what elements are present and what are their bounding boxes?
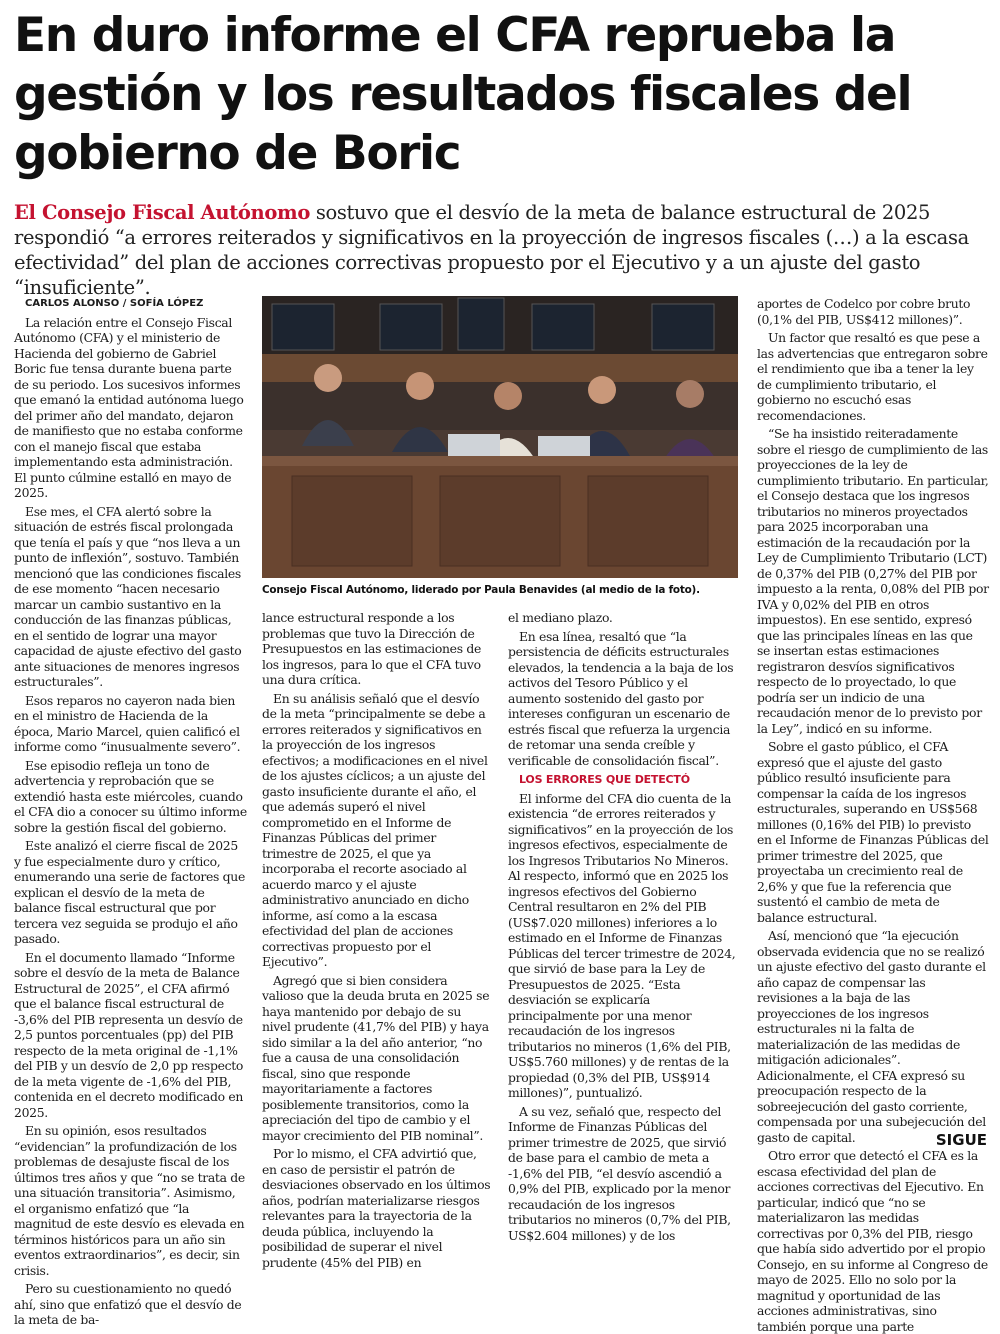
section-subhead: LOS ERRORES QUE DETECTÓ (519, 773, 690, 786)
paragraph: Este analizó el cierre fiscal de 2025 y fue especialmente duro y crítico, enumerando una serie de factores que explican el desvío de la meta de balance fiscal estructural que por tercera vez seguida se produjo el año pasado. (14, 838, 245, 946)
paragraph: En su análisis señaló que el desvío de la meta “principalmente se debe a errores reiterados y significativos en la proyección de los ingresos efectivos; a modificaciones en el nivel de los ajustes cíclicos; a un ajuste del gasto insuficiente durante el año, el que además superó el nivel comprometido en el Informe de Finanzas Públicas del primer trimestre de 2025, el que ya incorporaba el recorte asociado al acuerdo marco y el ajuste administrativo anunciado en dicho informe, así como a la escasa efectividad del plan de acciones correctivas propuesto por el Ejecutivo”. (262, 690, 488, 969)
paragraph: Agregó que si bien considera valioso que la deuda bruta en 2025 se haya mantenido por debajo de su nivel prudente (41,7% del PIB) y haya sido similar a la del año anterior, “no fue a causa de una consolidación fiscal, sino que responde mayoritariamente a factores posiblemente transitorios, como la apreciación del tipo de cambio y el mayor crecimiento del PIB nominal”. (262, 972, 490, 1143)
paragraph: “Se ha insistido reiteradamente sobre el riesgo de cumplimiento de las proyecciones de la ley de cumplimiento tributario. En particular, el Consejo destaca que los ingresos tributarios no mineros proyectados para 2025 incorporaban una estimación de la recaudación por la Ley de Cumplimiento Tributario (LCT) de 0,37% del PIB (0,27% del PIB por impuesto a la renta, 0,08% del PIB por IVA y 0,02% del PIB en otros impuestos). En ese sentido, expresó que las principales líneas en las que se insertan estas estimaciones registraron desvíos significativos respecto de lo proyectado, lo que podría ser un indicio de una recaudación menor de lo previsto por la Ley”, indicó en su informe. (757, 426, 989, 736)
paragraph: En esa línea, resaltó que “la persistencia de déficits estructurales elevados, la tendencia a la baja de los activos del Tesoro Público y el aumento sostenido del gasto por intereses configuran un escenario de estrés fiscal que refuerza la urgencia de retomar una senda creíble y verificable de consolidación fiscal”. (508, 628, 734, 768)
paragraph: En el documento llamado “Informe sobre el desvío de la meta de Balance Estructural de 2025”, el CFA afirmó que el balance fiscal estructural de -3,6% del PIB representa un desvío de 2,5 puntos porcentuales (pp) del PIB respecto de la meta original de -1,1% del PIB y un desvío de 2,0 pp respecto de la meta vigente de -1,6% del PIB, contenida en el decreto modificado en 2025. (14, 949, 244, 1120)
paragraph: aportes de Codelco por cobre bruto (0,1% del PIB, US$412 millones)”. (757, 296, 971, 327)
paragraph: lance estructural responde a los problemas que tuvo la Dirección de Presupuestos en las estimaciones de los ingresos, para lo que el CFA tuvo una dura crítica. (262, 610, 481, 687)
headline: En duro informe el CFA reprueba la gestión y los resultados fiscales del gobierno de Boric (14, 8, 912, 181)
photo-illustration (262, 296, 738, 578)
paragraph: El informe del CFA dio cuenta de la existencia “de errores reiterados y significativos” en la proyección de los ingresos efectivos, especialmente de los Ingresos Tributarios No Mineros. Al respecto, informó que en 2025 los ingresos efectivos del Gobierno Central resultaron en 2% del PIB (US$7.020 millones) inferiores a lo estimado en el Informe de Finanzas Públicas del tercer trimestre de 2024, que sirvió de base para la Ley de Presupuestos de 2025. “Esta desviación se explicaría principalmente por una menor recaudación de los ingresos tributarios no mineros (1,6% del PIB, US$5.760 millones) y de rentas de la propiedad (0,3% del PIB, US$914 millones)”, puntualizó. (508, 790, 736, 1100)
dek-lead: El Consejo Fiscal Autónomo (14, 201, 310, 224)
paragraph: Sobre el gasto público, el CFA expresó que el ajuste del gasto público resultó insuficiente para compensar la caída de los ingresos estructurales, superando en US$568 millones (0,16% del PIB) lo previsto en el Informe de Finanzas Públicas del primer trimestre del 2025, que proyectaba un crecimiento real de 2,6% y que fue la referencia que sustentó el cambio de meta de balance estructural. (757, 739, 989, 925)
paragraph: Pero su cuestionamiento no quedó ahí, sino que enfatizó que el desvío de la meta de ba- (14, 1281, 242, 1327)
paragraph: A su vez, señaló que, respecto del Informe de Finanzas Públicas del primer trimestre de 2025, que sirvió de base para el cambio de meta a -1,6% del PIB, “el desvío ascendió a 0,9% del PIB, explicado por la menor recaudación de los ingresos tributarios no mineros (0,7% del PIB, US$2.604 millones) y de los (508, 1103, 731, 1243)
paragraph: Un factor que resaltó es que pese a las advertencias que entregaron sobre el rendimiento que iba a tener la ley de cumplimiento tributario, el gobierno no escuchó esas recomendaciones. (757, 330, 988, 423)
paragraph: Ese episodio refleja un tono de advertencia y reprobación que se extendió hasta este miércoles, cuando el CFA dio a conocer su último informe sobre la gestión fiscal del gobierno. (14, 757, 247, 835)
continue-label: SIGUE (935, 1131, 987, 1149)
paragraph: Por lo mismo, el CFA advirtió que, en caso de persistir el patrón de desviaciones observado en los últimos años, podrían materializarse riesgos relevantes para la trayectoria de la deuda pública, incluyendo la posibilidad de superar el nivel prudente (45% del PIB) en (262, 1146, 491, 1270)
photo-cfa-session (262, 296, 738, 578)
dek (14, 200, 989, 300)
paragraph: Así, mencionó que “la ejecución observada evidencia que no se realizó un ajuste efectivo del gasto durante el año capaz de compensar las revisiones a la baja de las proyecciones de los ingresos estructurales ni la falta de materialización de las medidas de mitigación adicionales”. Adicionalmente, el CFA expresó su preocupación respecto de la sobreejecución del gasto corriente, compensada por una subejecución del gasto de capital. (757, 928, 986, 1145)
column-2 (262, 610, 491, 1270)
paragraph: Otro error que detectó el CFA es la escasa efectividad del plan de acciones correctivas del Ejecutivo. En particular, indicó que “no se materializaron las medidas correctivas por 0,3% del PIB, riesgo que había sido advertido por el propio Consejo, en su informe al Congreso de mayo de 2025. Ello no solo por la magnitud y oportunidad de las acciones administrativas, sino también porque una parte (757, 1148, 988, 1334)
column-1 (14, 296, 248, 1327)
paragraph: el mediano plazo. (508, 610, 613, 625)
byline: CARLOS ALONSO / SOFÍA LÓPEZ (25, 298, 204, 309)
dek-text: sostuvo que el desvío de la meta de balance estructural de 2025 respondió “a errores reiterados y significativos en la proyección de ingresos fiscales (…) a la escasa efectividad” del plan de acciones correctivas propuesto por el Ejecutivo y a un ajuste del gasto “insuficiente”. (14, 201, 969, 299)
paragraph: La relación entre el Consejo Fiscal Autónomo (CFA) y el ministerio de Hacienda del gobierno de Gabriel Boric fue tensa durante buena parte de su periodo. Los sucesivos informes que emanó la entidad autónoma luego del primer año del mandato, dejaron de manifiesto que no estaba conforme con el manejo fiscal que estaba implementando esta administración. El punto cúlmine estalló en mayo de 2025. (14, 314, 244, 500)
column-3 (508, 610, 738, 1243)
paragraph: En su opinión, esos resultados “evidencian” la profundización de los problemas de desajuste fiscal de los últimos tres años y que “no se trata de una situación transitoria”. Asimismo, el organismo enfatizó que “la magnitud de este desvío es elevada en términos históricos para un año sin eventos extraordinarios”, es decir, sin crisis. (14, 1123, 245, 1278)
column-4 (757, 296, 989, 1334)
paragraph: Ese mes, el CFA alertó sobre la situación de estrés fiscal prolongada que tenía el país y que “nos lleva a un punto de inflexión”, sostuvo. También mencionó que las condiciones fiscales de ese momento “hacen necesario marcar un cambio sustantivo en la conducción de las finanzas públicas, en el sentido de lograr una mayor capacidad de ajuste efectivo del gasto ante situaciones de menores ingresos estructurales”. (14, 503, 242, 689)
photo-caption: Consejo Fiscal Autónomo, liderado por Paula Benavides (al medio de la foto). (262, 584, 700, 596)
paragraph: Esos reparos no cayeron nada bien en el ministro de Hacienda de la época, Mario Marcel, quien calificó el informe como “inusualmente severo”. (14, 692, 241, 754)
